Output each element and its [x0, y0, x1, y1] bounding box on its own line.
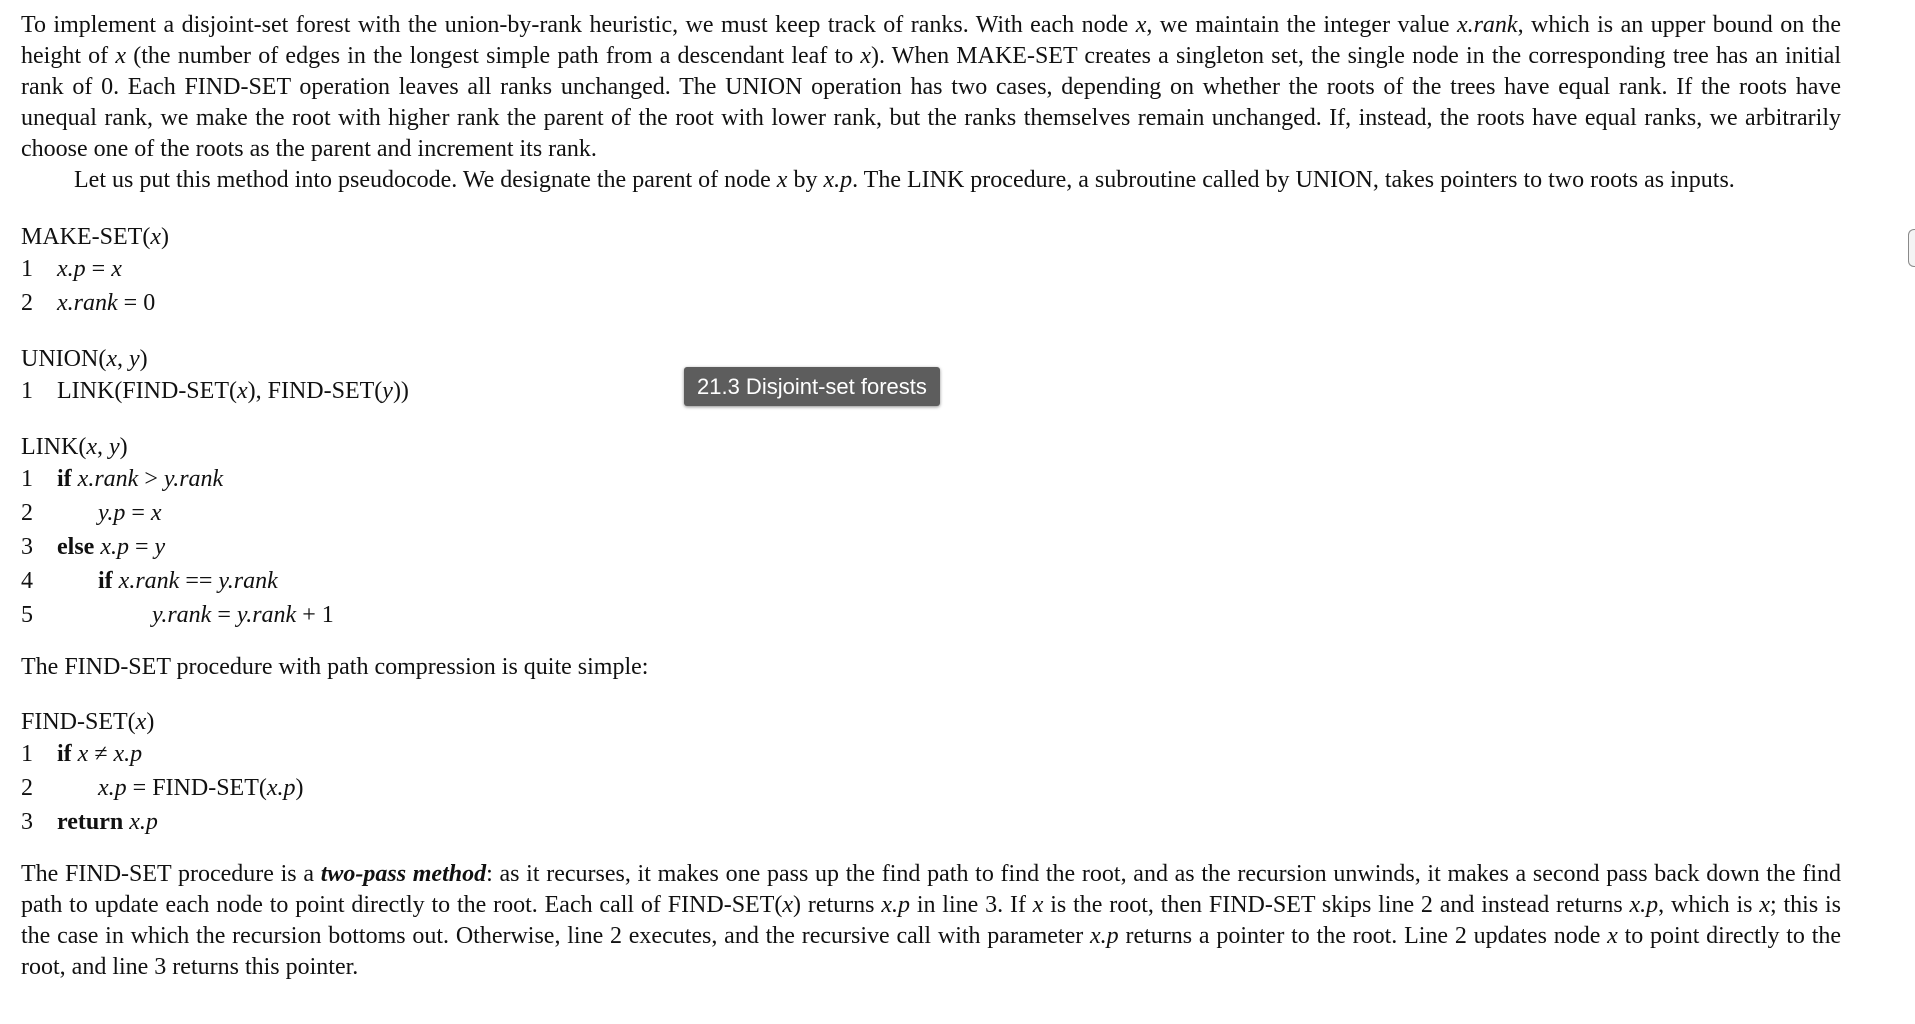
find-set-procedure: [21, 707, 1841, 839]
procedure-title: LINK(x, y): [21, 434, 128, 460]
code-line: [21, 564, 1841, 598]
intro-paragraph: [21, 10, 1841, 165]
code-line: [21, 286, 1841, 320]
link-procedure: [21, 432, 1841, 632]
code-text: x.p = FIND-SET(x.p): [98, 775, 304, 801]
make-set-procedure: [21, 222, 1841, 320]
code-line: [21, 530, 1841, 564]
math-var: x: [115, 43, 127, 69]
line-number: 3: [21, 534, 33, 560]
code-text: x.p = x: [57, 256, 122, 282]
math-var: x: [1135, 12, 1147, 38]
line-number: 1: [21, 741, 33, 767]
math-var: x: [776, 167, 788, 193]
code-text: LINK(FIND-SET(x), FIND-SET(y)): [57, 378, 409, 404]
two-pass-paragraph: The FIND-SET procedure is a two-pass method: as it recurses, it makes one pass up the find path to find the root, and as the recursion unwinds, it makes a second pass back down the find path to update each node to point directly to the root. Each call of FIND-SET(x) returns x.p in line 3. If x is the root, then FIND-SET skips line 2 and instead returns x.p, which is x; this is the case in which the recursion bottoms out. Otherwise, line 2 executes, and the recursive call with parameter x.p returns a pointer to the root. Line 2 updates node x to point directly to the root, and line 3 returns this pointer.: [21, 861, 1842, 980]
line-number: 2: [21, 290, 33, 316]
line-number: 1: [21, 256, 33, 282]
defined-term: two-pass method: [320, 861, 487, 887]
pseudocode-intro-paragraph: [21, 165, 1841, 196]
section-tooltip: 21.3 Disjoint-set forests: [684, 367, 940, 406]
code-line: [21, 737, 1841, 771]
math-var: x: [860, 43, 872, 69]
code-text: x.rank = 0: [57, 290, 156, 316]
code-text: y.p = x: [98, 500, 162, 526]
text-run: To implement a disjoint-set forest with the union-by-rank heuristic, we must keep track of ranks. With each node: [21, 12, 1136, 38]
text-run: ). When MAKE-SET creates a singleton set, the single node in the corresponding tree has an initial rank of 0. Each FIND-SET operation leaves all ranks unchanged. The UNION operation has two cases, depending on whether the roots of the trees have equal rank. If the roots have unequal rank, we make the root with higher rank the parent of the root with lower rank, but the ranks themselves remain unchanged. If, instead, the roots have equal ranks, we arbitrarily choose one of the roots as the parent and increment its rank.: [21, 43, 1842, 162]
code-line: [21, 598, 1841, 632]
line-number: 2: [21, 500, 33, 526]
procedure-title: UNION(x, y): [21, 346, 148, 372]
line-number: 5: [21, 602, 33, 628]
line-number: 1: [21, 378, 33, 404]
procedure-title: FIND-SET(x): [21, 709, 155, 735]
find-set-intro-paragraph: The FIND-SET procedure with path compression is quite simple:: [21, 654, 649, 680]
code-line: [21, 462, 1841, 496]
text-run: Let us put this method into pseudocode. We designate the parent of node: [74, 167, 777, 193]
book-page: [21, 0, 1841, 983]
code-text: else x.p = y: [57, 534, 166, 560]
scrollbar-thumb[interactable]: [1908, 229, 1915, 267]
math-var: x.rank: [1456, 12, 1518, 38]
code-text: return x.p: [57, 809, 158, 835]
text-run: (the number of edges in the longest simple path from a descendant leaf to: [126, 43, 861, 69]
code-text: if x.rank > y.rank: [57, 466, 224, 492]
code-line: [21, 805, 1841, 839]
code-line: [21, 496, 1841, 530]
line-number: 4: [21, 568, 33, 594]
line-number: 1: [21, 466, 33, 492]
text-run: . The LINK procedure, a subroutine called by UNION, takes pointers to two roots as inputs.: [852, 167, 1735, 193]
line-number: 2: [21, 775, 33, 801]
text-run: by: [787, 167, 824, 193]
code-text: if x.rank == y.rank: [98, 568, 278, 594]
code-text: y.rank = y.rank + 1: [152, 602, 334, 628]
procedure-title: MAKE-SET(x): [21, 224, 169, 250]
math-var: x.p: [823, 167, 853, 193]
code-line: [21, 771, 1841, 805]
code-line: [21, 252, 1841, 286]
text-run: , we maintain the integer value: [1146, 12, 1457, 38]
line-number: 3: [21, 809, 33, 835]
text-run: , which is an upper bound on the height of: [21, 12, 1842, 69]
code-text: if x ≠ x.p: [57, 741, 143, 767]
